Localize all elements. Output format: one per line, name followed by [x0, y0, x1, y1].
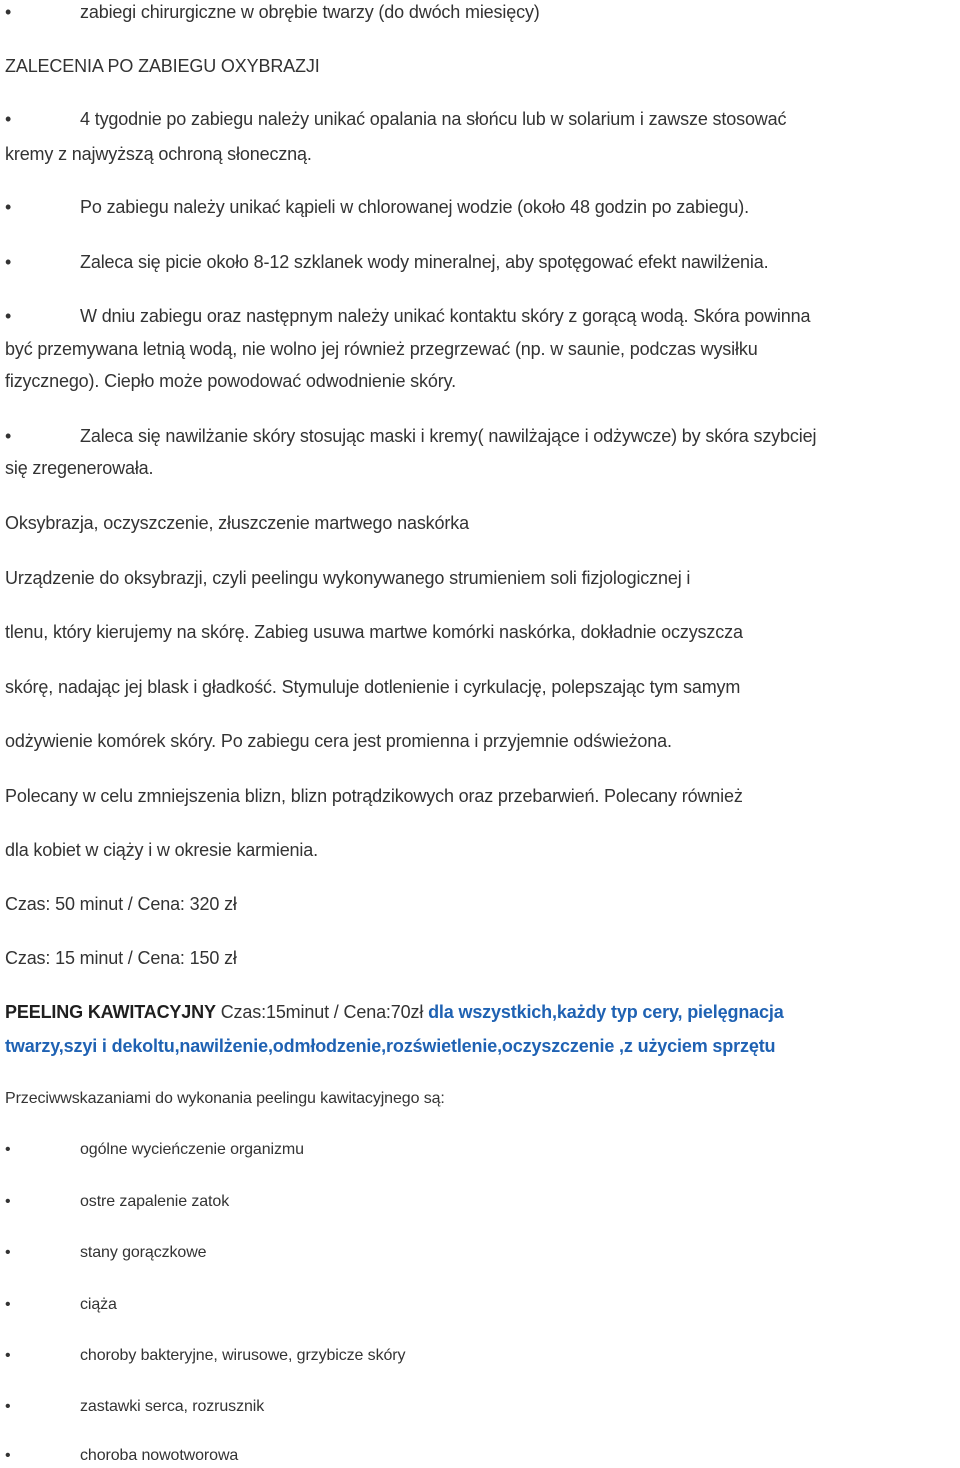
- list-item-text: 4 tygodnie po zabiegu należy unikać opalania na słońcu lub w solarium i zawsze stosować: [80, 109, 787, 129]
- list-item-text: choroby bakteryjne, wirusowe, grzybicze skóry: [80, 1347, 406, 1364]
- list-item-text: ostre zapalenie zatok: [80, 1193, 230, 1210]
- paragraph-line: Urządzenie do oksybrazji, czyli peelingu wykonywanego strumieniem soli fizjologicznej i: [5, 568, 691, 588]
- list-item: [5, 1241, 957, 1265]
- bullet: •: [5, 306, 12, 326]
- bullet: •: [5, 1244, 11, 1261]
- list-item-text: stany gorączkowe: [80, 1244, 207, 1261]
- list-item-text: choroba nowotworowa: [80, 1447, 239, 1464]
- list-item-continuation: fizycznego). Ciepło może powodować odwodnienie skóry.: [5, 371, 456, 391]
- bullet: •: [5, 1141, 11, 1158]
- bullet: •: [5, 1296, 11, 1313]
- bullet: •: [5, 1193, 11, 1210]
- list-item-text: zabiegi chirurgiczne w obrębie twarzy (do dwóch miesięcy): [80, 2, 540, 22]
- list-item-continuation: się zregenerowała.: [5, 458, 154, 478]
- paragraph-line: Polecany w celu zmniejszenia blizn, blizn potrądzikowych oraz przebarwień. Polecany również: [5, 786, 743, 806]
- paragraph-line: dla kobiet w ciąży i w okresie karmienia.: [5, 840, 318, 860]
- bullet: •: [5, 197, 12, 217]
- list-item: [5, 0, 957, 24]
- peeling-description-continuation: twarzy,szyi i dekoltu,nawilżenie,odmłodzenie,rozświetlenie,oczyszczenie ,z użyciem sprzętu: [5, 1036, 776, 1056]
- paragraph-line: odżywienie komórek skóry. Po zabiegu cera jest promienna i przyjemnie odświeżona.: [5, 731, 672, 751]
- peeling-price: Czas:15minut / Cena:70zł: [215, 1002, 429, 1022]
- list-item: [5, 1293, 957, 1317]
- bullet: •: [5, 1347, 11, 1364]
- list-item: [5, 1344, 957, 1368]
- bullet: •: [5, 1398, 11, 1415]
- list-item-text: ciąża: [80, 1296, 117, 1313]
- bullet: •: [5, 426, 12, 446]
- peeling-title: PEELING KAWITACYJNY: [5, 1002, 216, 1022]
- list-item: [5, 1190, 957, 1214]
- list-item: [5, 1138, 957, 1162]
- list-item-text: ogólne wycieńczenie organizmu: [80, 1141, 304, 1158]
- list-item: [5, 424, 957, 448]
- bullet: •: [5, 1447, 11, 1464]
- price-line: Czas: 15 minut / Cena: 150 zł: [5, 948, 237, 968]
- list-item: [5, 304, 957, 328]
- peeling-description: dla wszystkich,każdy typ cery, pielęgnacja: [428, 1002, 784, 1022]
- paragraph-line: skórę, nadając jej blask i gładkość. Stymuluje dotlenienie i cyrkulację, polepszając tym samym: [5, 677, 741, 697]
- bullet: •: [5, 2, 12, 22]
- contraindications-heading: Przeciwwskazaniami do wykonania peelingu kawitacyjnego są:: [5, 1090, 445, 1107]
- list-item-text: Zaleca się nawilżanie skóry stosując maski i kremy( nawilżające i odżywcze) by skóra szybciej: [80, 426, 817, 446]
- price-line: Czas: 50 minut / Cena: 320 zł: [5, 894, 237, 914]
- list-item-text: Po zabiegu należy unikać kąpieli w chlorowanej wodzie (około 48 godzin po zabiegu).: [80, 197, 749, 217]
- list-item-text: W dniu zabiegu oraz następnym należy unikać kontaktu skóry z gorącą wodą. Skóra powinna: [80, 306, 811, 326]
- list-item: [5, 1395, 957, 1419]
- list-item: [5, 250, 957, 274]
- list-item: [5, 107, 957, 131]
- bullet: •: [5, 252, 12, 272]
- list-item-continuation: kremy z najwyższą ochroną słoneczną.: [5, 144, 312, 164]
- list-item: [5, 195, 957, 219]
- list-item-text: zastawki serca, rozrusznik: [80, 1398, 265, 1415]
- bullet: •: [5, 109, 12, 129]
- paragraph-line: tlenu, który kierujemy na skórę. Zabieg usuwa martwe komórki naskórka, dokładnie oczyszcza: [5, 622, 743, 642]
- list-item: [5, 1444, 957, 1468]
- peeling-heading-line: [5, 1000, 957, 1024]
- list-item-continuation: być przemywana letnią wodą, nie wolno jej również przegrzewać (np. w saunie, podczas wysiłku: [5, 339, 758, 359]
- list-item-text: Zaleca się picie około 8-12 szklanek wody mineralnej, aby spotęgować efekt nawilżenia.: [80, 252, 769, 272]
- section-heading-oxybrazja: ZALECENIA PO ZABIEGU OXYBRAZJI: [5, 56, 320, 76]
- paragraph-line: Oksybrazja, oczyszczenie, złuszczenie martwego naskórka: [5, 513, 469, 533]
